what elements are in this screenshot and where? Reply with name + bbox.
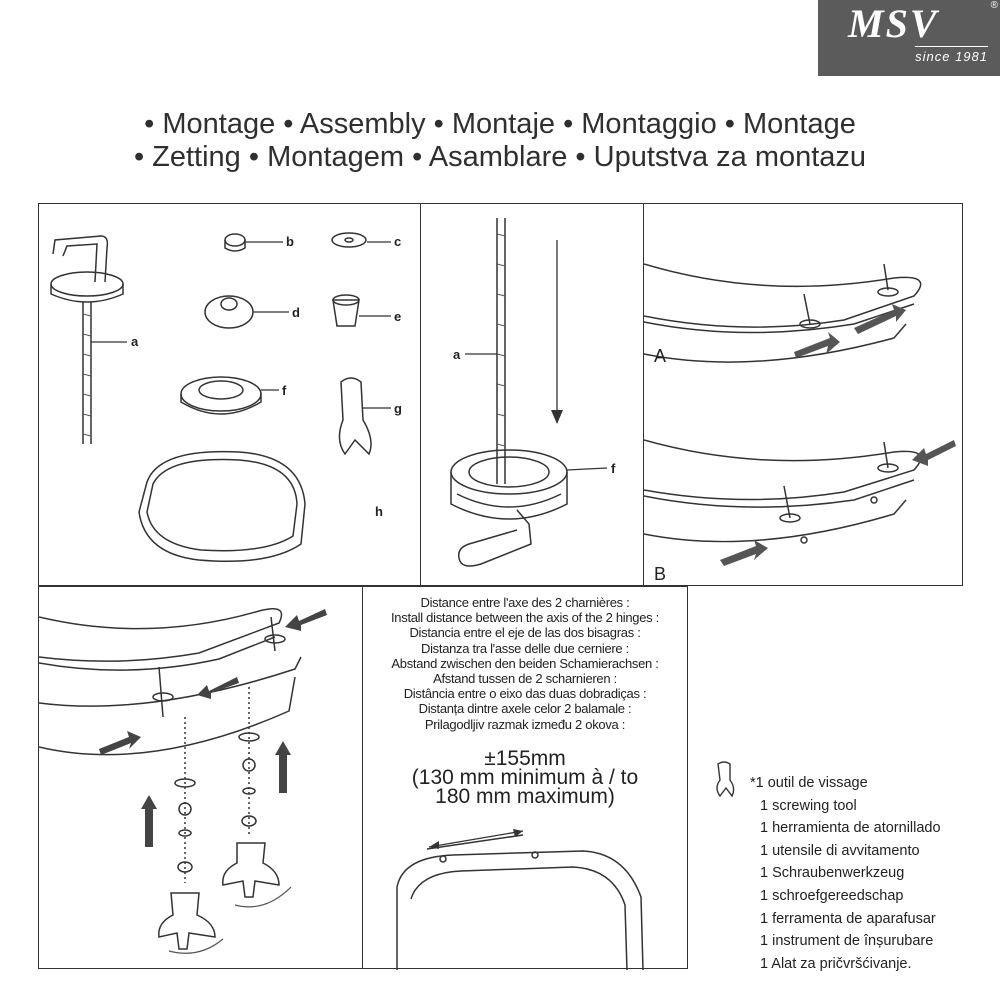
tools-list-item: 1 herramienta de atornillado — [760, 820, 941, 837]
part-label-a-step: a — [453, 347, 461, 362]
distance-line: Distancia entre el eje de las dos bisagras : — [409, 625, 641, 641]
part-label-c: c — [394, 234, 402, 249]
brand-logo — [818, 0, 1000, 76]
exploded-assembly-panel — [38, 586, 363, 969]
bolt-insert-illustration — [421, 204, 645, 587]
part-label-e: e — [394, 309, 402, 324]
parts-panel — [38, 203, 421, 586]
distance-range-max: 180 mm maximum) — [435, 785, 615, 808]
page-title-line-2: • Zetting • Montagem • Asamblare • Uputstva za montazu — [133, 141, 867, 173]
part-label-b: b — [286, 234, 294, 249]
page-title-line-1: • Montage • Assembly • Montaje • Montaggio • Montage — [144, 108, 856, 140]
tools-list-item: *1 outil de vissage — [750, 775, 868, 791]
mounting-options-illustration — [644, 204, 964, 587]
part-label-h: h — [375, 504, 383, 519]
distance-value: ±155mm — [484, 747, 566, 770]
logo-mark: MSV — [848, 1, 939, 46]
part-label-a: a — [131, 334, 139, 349]
parts-illustration — [39, 204, 422, 587]
tools-list-item: 1 screwing tool — [760, 797, 857, 814]
option-label-a: A — [654, 346, 667, 366]
part-label-d: d — [292, 305, 300, 320]
option-label-b: B — [654, 564, 667, 584]
distance-range-min: (130 mm minimum à / to — [411, 766, 639, 789]
tools-list-item: 1 instrument de înșurubare — [760, 933, 934, 950]
exploded-assembly-illustration — [39, 587, 364, 970]
distance-line: Afstand tussen de 2 scharnieren : — [433, 671, 617, 687]
part-label-f-step: f — [611, 461, 616, 476]
bolt-insert-panel — [420, 203, 644, 586]
logo-since: since 1981 — [915, 46, 988, 64]
distance-illustration — [363, 587, 689, 970]
distance-line: Prilagodljiv razmak između 2 okova : — [424, 716, 626, 732]
distance-line: Distanza tra l'asse delle due cerniere : — [421, 640, 629, 656]
part-label-f: f — [282, 383, 287, 398]
distance-line: Install distance between the axis of the 2 hinges : — [391, 610, 659, 626]
mounting-options-panel — [643, 203, 963, 586]
tools-list-item: 1 Alat za pričvršćivanje. — [760, 955, 912, 972]
distance-line: Abstand zwischen den beiden Schamierachsen : — [391, 655, 659, 671]
tools-list — [750, 772, 941, 975]
logo-registered-mark: ® — [990, 0, 998, 11]
tools-list-item: 1 utensile di avvitamento — [760, 842, 920, 859]
screwing-tool-icon — [710, 760, 740, 800]
distance-line: Distância entre o eixo das duas dobradiças : — [403, 686, 647, 702]
distance-line: Distanța dintre axele celor 2 balamale : — [418, 701, 632, 717]
distance-panel — [362, 586, 688, 969]
tools-list-item: 1 Schraubenwerkzeug — [760, 865, 905, 882]
tools-list-item: 1 ferramenta de aparafusar — [760, 910, 936, 927]
distance-line: Distance entre l'axe des 2 charnières : — [420, 595, 630, 610]
tools-list-item: 1 schroefgereedschap — [760, 887, 904, 904]
part-label-g: g — [394, 401, 402, 416]
